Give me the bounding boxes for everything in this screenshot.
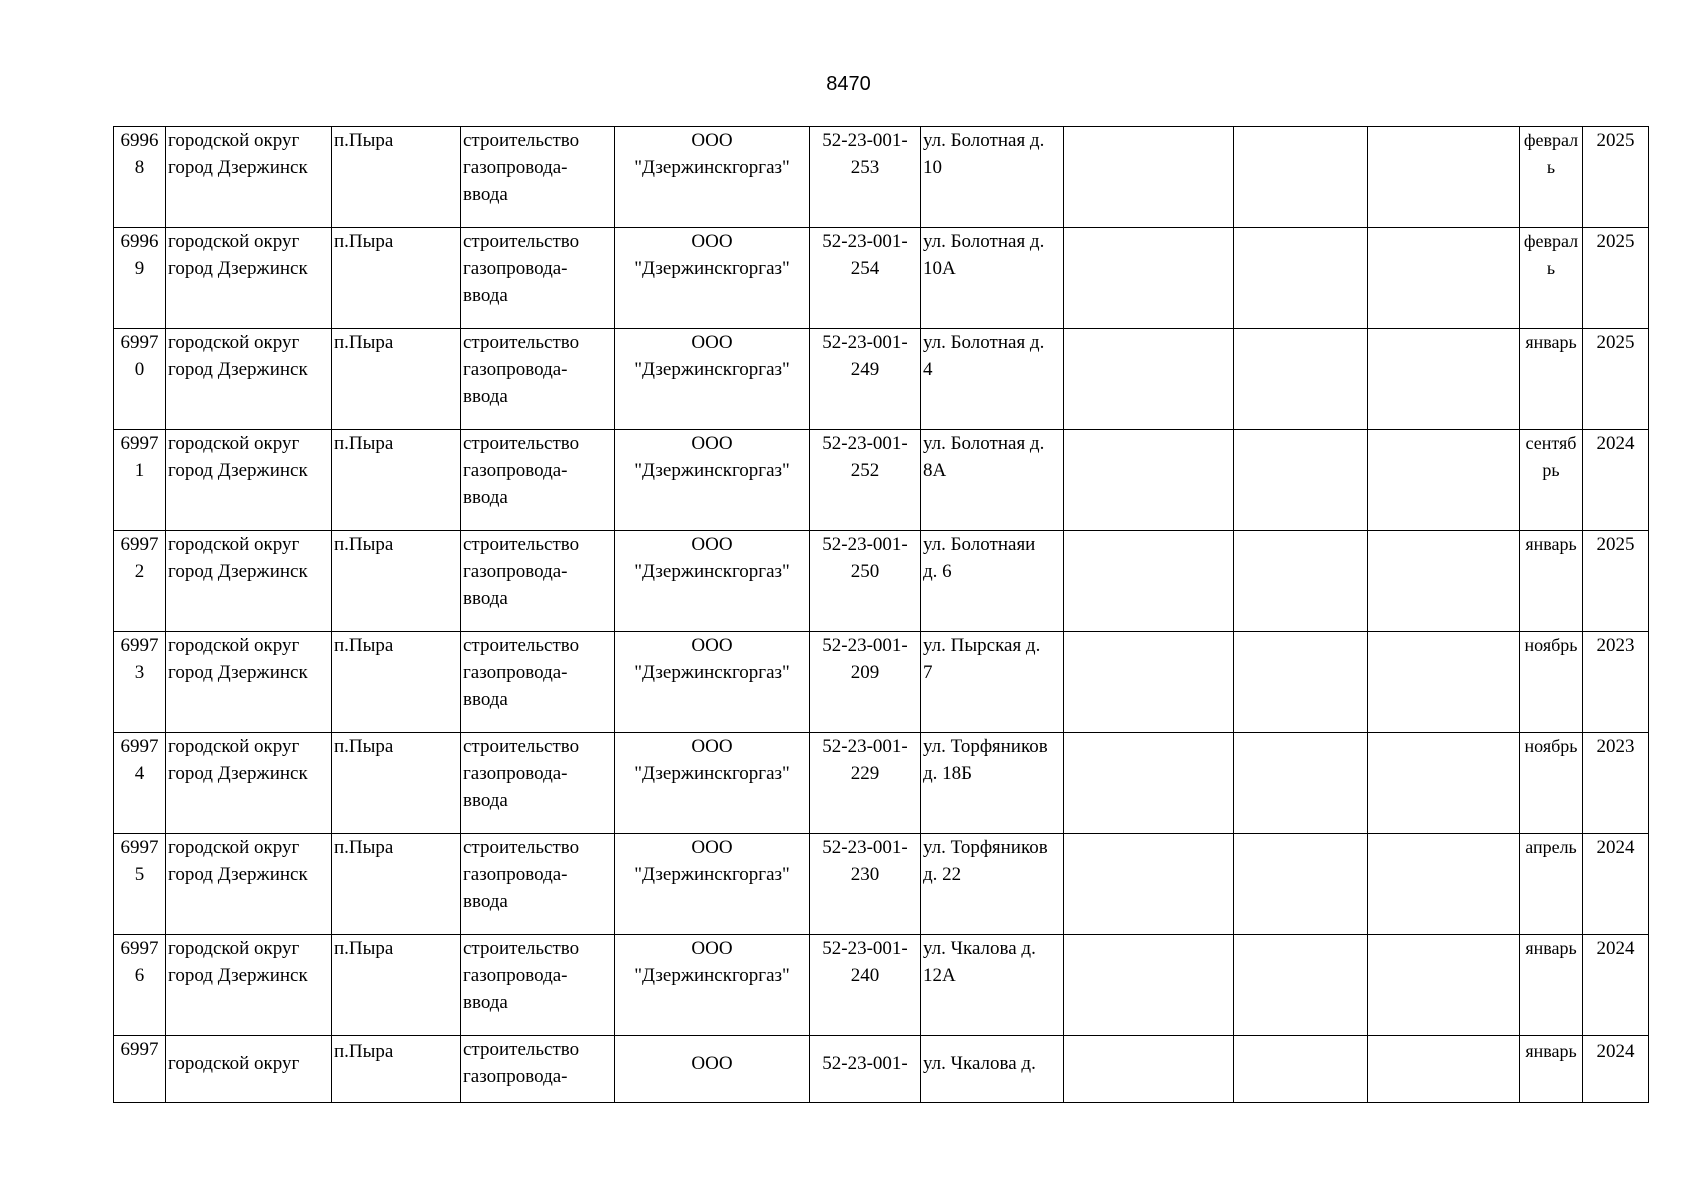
locality-line: п.Пыра: [334, 938, 394, 959]
district-line: город Дзержинск: [168, 157, 308, 178]
organization-line: ООО: [691, 332, 733, 353]
year-line: 2023: [1596, 736, 1635, 757]
record-number-line: 6997: [120, 938, 159, 959]
organization-line: ООО: [691, 837, 733, 858]
work-type-line: ввода: [463, 184, 508, 205]
locality-line: п.Пыра: [334, 534, 394, 555]
month-line: ь: [1546, 258, 1556, 278]
work-type-cell: [461, 834, 615, 935]
address-line: ул. Болотнаяи: [923, 534, 1036, 555]
month-cell: [1520, 834, 1583, 935]
district-cell: [166, 127, 332, 228]
work-type-line: строительство: [463, 433, 580, 454]
address-cell: [921, 430, 1064, 531]
empty-cell: [1368, 531, 1520, 632]
district-line: город Дзержинск: [168, 662, 308, 683]
object-code-cell: [810, 329, 921, 430]
work-type-line: ввода: [463, 487, 508, 508]
object-code-cell: [810, 228, 921, 329]
empty-cell: [1234, 632, 1368, 733]
address-line: ул. Болотная д.: [923, 231, 1045, 252]
year-line: 2025: [1596, 534, 1635, 555]
record-number-line: 3: [134, 662, 145, 683]
district-line: городской округ: [168, 635, 300, 656]
month-cell: [1520, 228, 1583, 329]
empty-cell: [1368, 733, 1520, 834]
record-number-cell: [114, 632, 166, 733]
address-line: ул. Чкалова д.: [923, 938, 1036, 959]
organization-line: "Дзержинскгоргаз": [634, 965, 790, 986]
address-line: ул. Пырская д.: [923, 635, 1041, 656]
object-code-line: 52-23-001-: [822, 736, 908, 757]
organization-line: ООО: [691, 938, 733, 959]
empty-cell: [1064, 632, 1234, 733]
address-line: 12А: [923, 965, 956, 986]
locality-cell: [332, 1036, 461, 1103]
record-number-line: 4: [134, 763, 145, 784]
organization-cell: [615, 733, 810, 834]
address-line: ул. Болотная д.: [923, 332, 1045, 353]
address-cell: [921, 1036, 1064, 1103]
table-row: [114, 430, 1649, 531]
object-code-line: 250: [850, 561, 880, 582]
district-line: городской округ: [168, 837, 300, 858]
object-code-line: 230: [850, 864, 880, 885]
object-code-cell: [810, 430, 921, 531]
organization-cell: [615, 329, 810, 430]
work-type-line: газопровода-: [463, 763, 568, 784]
organization-line: ООО: [691, 1053, 733, 1074]
month-cell: [1520, 531, 1583, 632]
organization-cell: [615, 430, 810, 531]
organization-line: "Дзержинскгоргаз": [634, 359, 790, 380]
record-number-line: 5: [134, 864, 145, 885]
organization-line: ООО: [691, 433, 733, 454]
work-type-cell: [461, 228, 615, 329]
work-type-line: строительство: [463, 534, 580, 555]
record-number-cell: [114, 531, 166, 632]
month-cell: [1520, 127, 1583, 228]
empty-cell: [1064, 430, 1234, 531]
empty-cell: [1064, 834, 1234, 935]
district-line: городской округ: [168, 534, 300, 555]
district-line: город Дзержинск: [168, 763, 308, 784]
month-line: ноябрь: [1524, 635, 1578, 655]
organization-cell: [615, 834, 810, 935]
district-cell: [166, 329, 332, 430]
empty-cell: [1234, 935, 1368, 1036]
year-cell: [1583, 935, 1649, 1036]
year-line: 2025: [1596, 231, 1635, 252]
organization-line: ООО: [691, 635, 733, 656]
record-number-cell: [114, 430, 166, 531]
record-number-cell: [114, 228, 166, 329]
locality-cell: [332, 834, 461, 935]
district-cell: [166, 834, 332, 935]
address-line: 8А: [923, 460, 947, 481]
locality-cell: [332, 127, 461, 228]
month-line: рь: [1542, 460, 1560, 480]
object-code-line: 240: [850, 965, 880, 986]
record-number-line: 6997: [120, 837, 159, 858]
address-line: д. 6: [923, 561, 952, 582]
month-line: ноябрь: [1524, 736, 1578, 756]
district-cell: [166, 1036, 332, 1103]
record-number-line: 6997: [120, 433, 159, 454]
work-type-cell: [461, 935, 615, 1036]
locality-cell: [332, 329, 461, 430]
work-type-line: газопровода-: [463, 359, 568, 380]
address-cell: [921, 935, 1064, 1036]
locality-line: п.Пыра: [334, 837, 394, 858]
empty-cell: [1234, 733, 1368, 834]
district-line: городской округ: [168, 231, 300, 252]
record-number-line: 6997: [120, 736, 159, 757]
district-cell: [166, 531, 332, 632]
month-cell: [1520, 1036, 1583, 1103]
empty-cell: [1064, 228, 1234, 329]
month-line: январь: [1525, 938, 1577, 958]
address-cell: [921, 329, 1064, 430]
work-type-line: газопровода-: [463, 965, 568, 986]
empty-cell: [1234, 228, 1368, 329]
work-type-line: газопровода-: [463, 662, 568, 683]
month-cell: [1520, 935, 1583, 1036]
work-type-cell: [461, 531, 615, 632]
address-line: 10: [923, 157, 942, 178]
year-cell: [1583, 733, 1649, 834]
object-code-line: 52-23-001-: [822, 433, 908, 454]
object-code-line: 52-23-001-: [822, 938, 908, 959]
table-row: [114, 1036, 1649, 1103]
empty-cell: [1368, 632, 1520, 733]
object-code-line: 52-23-001-: [822, 1053, 908, 1074]
record-number-line: 6: [134, 965, 145, 986]
year-line: 2025: [1596, 130, 1635, 151]
locality-line: п.Пыра: [334, 433, 394, 454]
object-code-cell: [810, 531, 921, 632]
work-type-line: ввода: [463, 588, 508, 609]
empty-cell: [1368, 329, 1520, 430]
district-line: городской округ: [168, 938, 300, 959]
address-line: ул. Торфяников: [923, 837, 1048, 858]
record-number-line: 8: [134, 157, 145, 178]
month-cell: [1520, 329, 1583, 430]
address-line: д. 22: [923, 864, 962, 885]
work-type-cell: [461, 733, 615, 834]
organization-cell: [615, 1036, 810, 1103]
address-line: ул. Болотная д.: [923, 130, 1045, 151]
organization-cell: [615, 228, 810, 329]
year-line: 2023: [1596, 635, 1635, 656]
district-line: город Дзержинск: [168, 359, 308, 380]
locality-line: п.Пыра: [334, 736, 394, 757]
table-row: [114, 329, 1649, 430]
work-type-cell: [461, 632, 615, 733]
empty-cell: [1064, 733, 1234, 834]
table-row: [114, 228, 1649, 329]
record-number-line: 6996: [120, 231, 159, 252]
district-cell: [166, 733, 332, 834]
organization-line: "Дзержинскгоргаз": [634, 258, 790, 279]
work-type-line: газопровода-: [463, 864, 568, 885]
year-cell: [1583, 1036, 1649, 1103]
year-cell: [1583, 430, 1649, 531]
empty-cell: [1064, 531, 1234, 632]
object-code-cell: [810, 935, 921, 1036]
record-number-cell: [114, 127, 166, 228]
year-line: 2025: [1596, 332, 1635, 353]
address-cell: [921, 531, 1064, 632]
locality-cell: [332, 531, 461, 632]
district-line: городской округ: [168, 1053, 300, 1074]
empty-cell: [1064, 127, 1234, 228]
object-code-line: 249: [850, 359, 880, 380]
object-code-line: 52-23-001-: [822, 332, 908, 353]
locality-line: п.Пыра: [334, 1041, 394, 1062]
empty-cell: [1064, 935, 1234, 1036]
year-line: 2024: [1596, 1041, 1635, 1062]
object-code-line: 253: [850, 157, 880, 178]
work-type-line: газопровода-: [463, 157, 568, 178]
object-code-line: 52-23-001-: [822, 130, 908, 151]
organization-cell: [615, 935, 810, 1036]
address-cell: [921, 127, 1064, 228]
table-row: [114, 935, 1649, 1036]
month-line: феврал: [1523, 130, 1579, 150]
month-line: январь: [1525, 1041, 1577, 1061]
empty-cell: [1368, 935, 1520, 1036]
address-line: ул. Чкалова д.: [923, 1053, 1036, 1074]
empty-cell: [1234, 127, 1368, 228]
district-line: город Дзержинск: [168, 864, 308, 885]
address-line: 10А: [923, 258, 956, 279]
empty-cell: [1234, 531, 1368, 632]
record-number-line: 6997: [120, 534, 159, 555]
work-type-line: строительство: [463, 1039, 580, 1060]
record-number-cell: [114, 935, 166, 1036]
record-number-line: 0: [134, 359, 145, 380]
organization-line: "Дзержинскгоргаз": [634, 763, 790, 784]
address-line: 7: [923, 662, 933, 683]
record-number-line: 9: [134, 258, 145, 279]
object-code-line: 52-23-001-: [822, 231, 908, 252]
district-line: городской округ: [168, 433, 300, 454]
work-type-line: газопровода-: [463, 460, 568, 481]
organization-line: ООО: [691, 231, 733, 252]
locality-line: п.Пыра: [334, 635, 394, 656]
month-line: сентяб: [1525, 433, 1577, 453]
month-line: январь: [1525, 534, 1577, 554]
object-code-line: 52-23-001-: [822, 635, 908, 656]
work-type-line: ввода: [463, 790, 508, 811]
address-line: д. 18Б: [923, 763, 973, 784]
district-line: городской округ: [168, 332, 300, 353]
object-code-line: 52-23-001-: [822, 534, 908, 555]
page-number: 8470: [826, 73, 871, 95]
object-code-line: 52-23-001-: [822, 837, 908, 858]
organization-cell: [615, 531, 810, 632]
work-type-line: ввода: [463, 285, 508, 306]
empty-cell: [1234, 834, 1368, 935]
organization-line: "Дзержинскгоргаз": [634, 157, 790, 178]
record-number-line: 6996: [120, 130, 159, 151]
locality-cell: [332, 632, 461, 733]
work-type-line: строительство: [463, 736, 580, 757]
object-code-cell: [810, 632, 921, 733]
record-number-line: 6997: [120, 635, 159, 656]
work-type-cell: [461, 1036, 615, 1103]
object-code-cell: [810, 1036, 921, 1103]
record-number-line: 6997: [120, 1039, 159, 1060]
district-line: городской округ: [168, 736, 300, 757]
district-cell: [166, 935, 332, 1036]
month-cell: [1520, 632, 1583, 733]
table-row: [114, 834, 1649, 935]
address-cell: [921, 632, 1064, 733]
empty-cell: [1368, 1036, 1520, 1103]
work-type-line: ввода: [463, 386, 508, 407]
work-type-cell: [461, 127, 615, 228]
district-line: город Дзержинск: [168, 965, 308, 986]
organization-line: ООО: [691, 534, 733, 555]
address-line: ул. Торфяников: [923, 736, 1048, 757]
object-code-cell: [810, 127, 921, 228]
object-code-cell: [810, 834, 921, 935]
work-type-cell: [461, 329, 615, 430]
table-row: [114, 632, 1649, 733]
work-type-line: строительство: [463, 130, 580, 151]
object-code-line: 254: [850, 258, 880, 279]
locality-cell: [332, 228, 461, 329]
address-cell: [921, 228, 1064, 329]
table-row: [114, 127, 1649, 228]
object-code-line: 229: [850, 763, 880, 784]
year-line: 2024: [1596, 433, 1635, 454]
district-cell: [166, 632, 332, 733]
district-line: город Дзержинск: [168, 460, 308, 481]
empty-cell: [1368, 834, 1520, 935]
work-type-line: строительство: [463, 231, 580, 252]
work-type-line: газопровода-: [463, 561, 568, 582]
year-cell: [1583, 834, 1649, 935]
object-code-line: 252: [850, 460, 880, 481]
empty-cell: [1368, 228, 1520, 329]
record-number-line: 2: [134, 561, 145, 582]
month-line: январь: [1525, 332, 1577, 352]
empty-cell: [1234, 430, 1368, 531]
work-type-line: строительство: [463, 635, 580, 656]
year-line: 2024: [1596, 837, 1635, 858]
table-row: [114, 531, 1649, 632]
organization-cell: [615, 127, 810, 228]
locality-line: п.Пыра: [334, 130, 394, 151]
month-line: феврал: [1523, 231, 1579, 251]
address-line: ул. Болотная д.: [923, 433, 1045, 454]
year-cell: [1583, 531, 1649, 632]
gas-connection-registry-table: [113, 126, 1649, 1103]
year-cell: [1583, 329, 1649, 430]
month-line: апрель: [1525, 837, 1577, 857]
object-code-line: 209: [850, 662, 880, 683]
address-line: 4: [923, 359, 933, 380]
address-cell: [921, 834, 1064, 935]
address-cell: [921, 733, 1064, 834]
work-type-line: ввода: [463, 992, 508, 1013]
work-type-line: строительство: [463, 332, 580, 353]
record-number-cell: [114, 834, 166, 935]
record-number-cell: [114, 733, 166, 834]
year-cell: [1583, 228, 1649, 329]
work-type-cell: [461, 430, 615, 531]
organization-line: "Дзержинскгоргаз": [634, 460, 790, 481]
year-cell: [1583, 632, 1649, 733]
work-type-line: газопровода-: [463, 1066, 568, 1087]
empty-cell: [1368, 430, 1520, 531]
work-type-line: ввода: [463, 891, 508, 912]
month-line: ь: [1546, 157, 1556, 177]
empty-cell: [1368, 127, 1520, 228]
organization-line: "Дзержинскгоргаз": [634, 662, 790, 683]
record-number-cell: [114, 329, 166, 430]
month-cell: [1520, 733, 1583, 834]
district-cell: [166, 228, 332, 329]
work-type-line: газопровода-: [463, 258, 568, 279]
year-cell: [1583, 127, 1649, 228]
district-line: городской округ: [168, 130, 300, 151]
district-line: город Дзержинск: [168, 258, 308, 279]
district-cell: [166, 430, 332, 531]
locality-cell: [332, 935, 461, 1036]
year-line: 2024: [1596, 938, 1635, 959]
empty-cell: [1064, 329, 1234, 430]
empty-cell: [1064, 1036, 1234, 1103]
object-code-cell: [810, 733, 921, 834]
work-type-line: строительство: [463, 938, 580, 959]
table-body: [114, 127, 1649, 1103]
organization-line: ООО: [691, 130, 733, 151]
locality-line: п.Пыра: [334, 231, 394, 252]
table-row: [114, 733, 1649, 834]
work-type-line: строительство: [463, 837, 580, 858]
work-type-line: ввода: [463, 689, 508, 710]
locality-cell: [332, 430, 461, 531]
locality-line: п.Пыра: [334, 332, 394, 353]
organization-line: "Дзержинскгоргаз": [634, 561, 790, 582]
month-cell: [1520, 430, 1583, 531]
record-number-line: 6997: [120, 332, 159, 353]
organization-line: "Дзержинскгоргаз": [634, 864, 790, 885]
record-number-line: 1: [134, 460, 145, 481]
locality-cell: [332, 733, 461, 834]
organization-line: ООО: [691, 736, 733, 757]
organization-cell: [615, 632, 810, 733]
empty-cell: [1234, 1036, 1368, 1103]
district-line: город Дзержинск: [168, 561, 308, 582]
record-number-cell: [114, 1036, 166, 1103]
empty-cell: [1234, 329, 1368, 430]
